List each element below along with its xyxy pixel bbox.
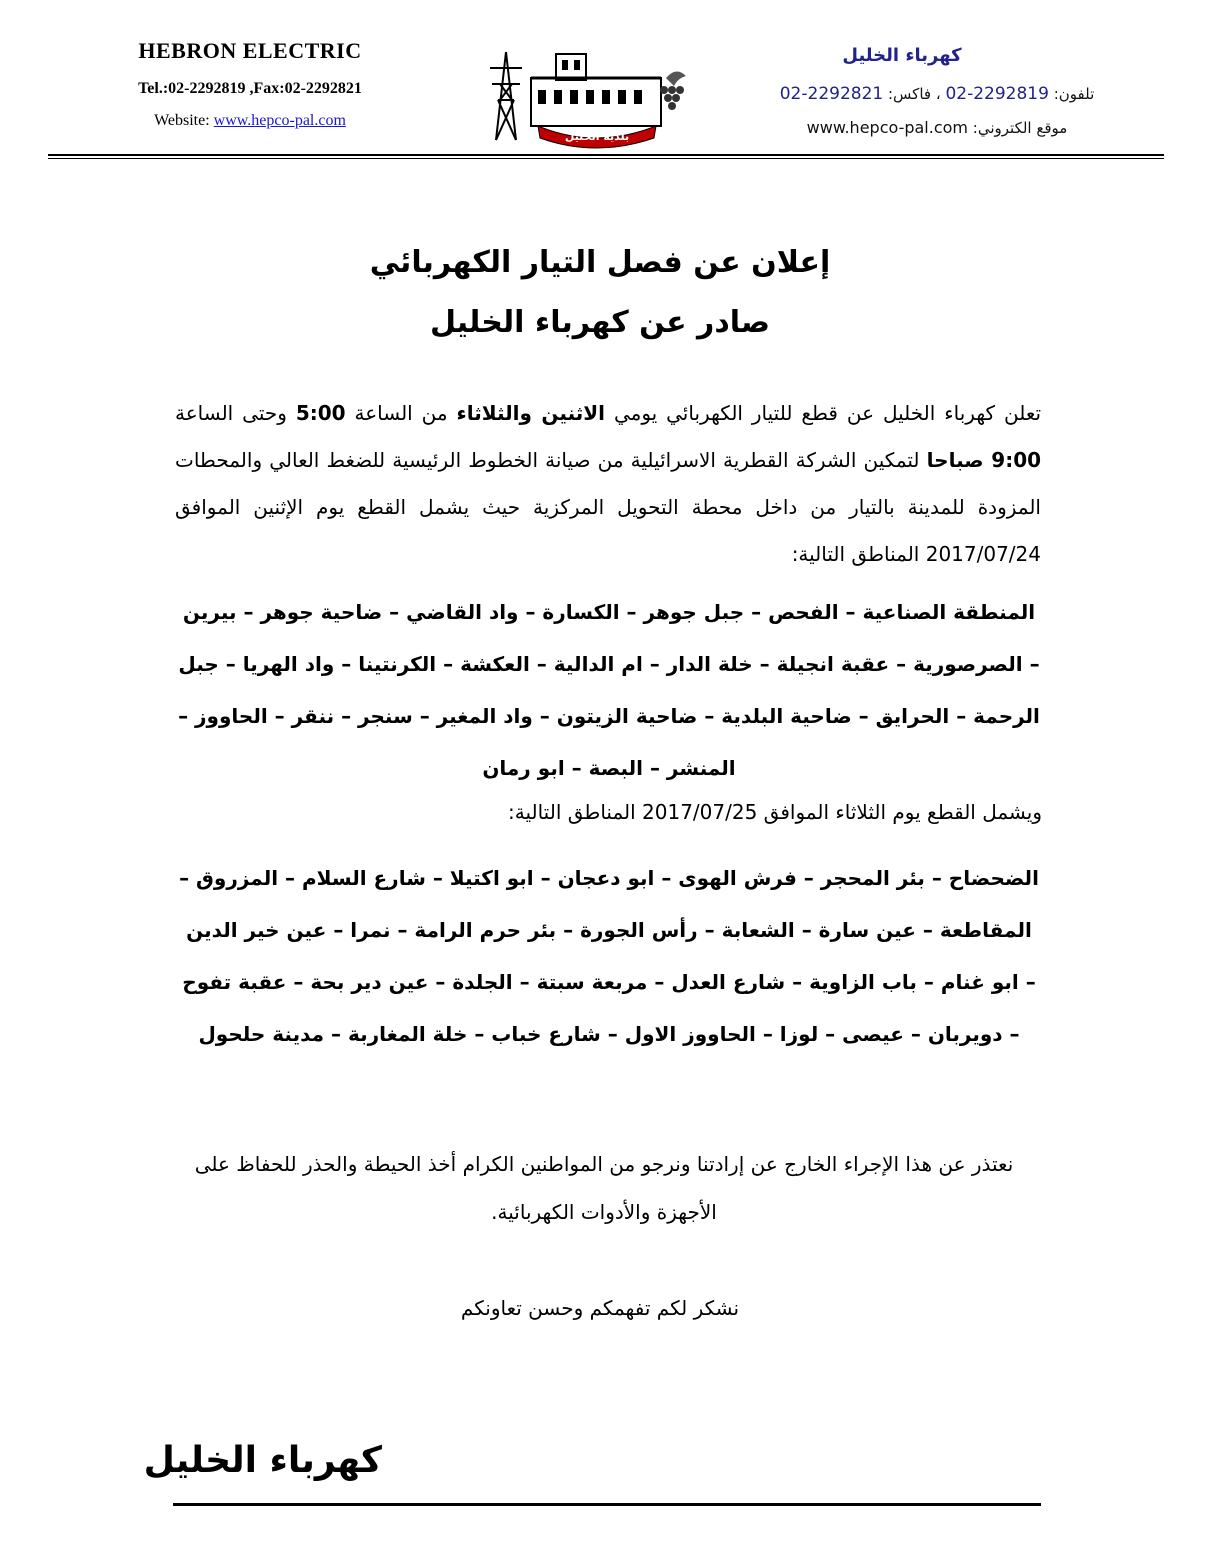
fax-label-ar: ، فاكس: bbox=[888, 85, 941, 103]
header-arabic bbox=[767, 45, 1107, 137]
phone-number-ar: 02-2292819 bbox=[945, 84, 1049, 104]
outage-start-time: 5:00 bbox=[295, 401, 346, 425]
signature: كهرباء الخليل bbox=[143, 1440, 382, 1481]
intro-text-3: وحتى الساعة bbox=[175, 401, 287, 425]
logo-banner-text: بلدية الخليل bbox=[564, 130, 630, 143]
company-name-ar: كهرباء الخليل bbox=[842, 45, 962, 66]
grapes-icon bbox=[660, 71, 686, 110]
pylon-icon bbox=[490, 52, 522, 140]
municipality-logo bbox=[476, 40, 691, 150]
thanks-line: نشكر لكم تفهمكم وحسن تعاونكم bbox=[460, 1296, 740, 1320]
intro-paragraph bbox=[175, 390, 1041, 578]
phone-label-ar: تلفون: bbox=[1053, 85, 1095, 103]
announcement-subtitle: صادر عن كهرباء الخليل bbox=[430, 305, 770, 340]
header-english bbox=[100, 38, 400, 130]
website-label-ar: موقع الكتروني: bbox=[972, 119, 1068, 137]
tuesday-areas-list: الضحضاح – بئر المحجر – فرش الهوى – ابو دعجان – ابو اكتيلا – شارع السلام – المزروق – المقاطعة – عين سارة – الشعابة – رأس الجورة – بئر حرم الرامة – نمرا – عين خير الدين – ابو غنام – باب الزاوية – شارع العدل – مربعة سبتة – الجلدة – عين دير بحة – عقبة تفوح – دويربان – عيصى – لوزا – الحاووز الاول – شارع خباب – خلة المغاربة – مدينة حلحول bbox=[179, 866, 1039, 1046]
company-name-en: HEBRON ELECTRIC bbox=[138, 38, 362, 63]
website-label-en: Website: bbox=[154, 112, 210, 129]
monday-areas-list: المنطقة الصناعية – الفحص – جبل جوهر – الكسارة – واد القاضي – ضاحية جوهر – بيرين – الصرصورية – عقبة انجيلة – خلة الدار – ام الدالية – العكشة – الكرنتينا – واد الهريا – جبل الرحمة – الحرايق – ضاحية البلدية – ضاحية الزيتون – واد المغير – سنجر – ننقر – الحاووز – المنشر – البصة – ابو رمان bbox=[178, 600, 1040, 780]
logo-graphic bbox=[476, 40, 691, 150]
fax-number-ar: 02-2292821 bbox=[779, 84, 884, 104]
website-url-ar[interactable]: www.hepco-pal.com bbox=[806, 118, 969, 137]
signature-rule bbox=[173, 1503, 1041, 1506]
website-line-en bbox=[100, 112, 400, 130]
intro-text-2: من الساعة bbox=[354, 401, 448, 425]
announcement-title: إعلان عن فصل التيار الكهربائي bbox=[369, 245, 831, 280]
contact-phones-ar bbox=[767, 84, 1107, 104]
header-divider-thin bbox=[48, 158, 1164, 159]
intro-text-4: لتمكين الشركة القطرية الاسرائيلية من صيانة الخطوط الرئيسية للضغط العالي والمحطات المزودة للمدينة بالتيار من داخل محطة التحويل المركزية حيث يشمل القطع يوم الإثنين الموافق 2017/07/24 المناطق التالية: bbox=[175, 448, 1041, 566]
website-line-ar bbox=[767, 118, 1107, 137]
website-link[interactable]: www.hepco-pal.com bbox=[213, 112, 346, 129]
intro-text-1: تعلن كهرباء الخليل عن قطع للتيار الكهربائي يومي bbox=[613, 401, 1042, 425]
apology-paragraph: نعتذر عن هذا الإجراء الخارج عن إرادتنا ونرجو من المواطنين الكرام أخذ الحيطة والحذر للحفاظ على الأجهزة والأدوات الكهربائية. bbox=[194, 1152, 1014, 1224]
building-icon bbox=[531, 54, 661, 126]
tuesday-intro: ويشمل القطع يوم الثلاثاء الموافق 2017/07/25 المناطق التالية: bbox=[508, 800, 1042, 824]
contact-phones-en: Tel.:02-2292819 ,Fax:02-2292821 bbox=[138, 80, 362, 97]
outage-end-time: 9:00 صباحا bbox=[926, 448, 1042, 472]
outage-days: الاثنين والثلاثاء bbox=[456, 401, 606, 425]
header-divider bbox=[48, 154, 1164, 156]
